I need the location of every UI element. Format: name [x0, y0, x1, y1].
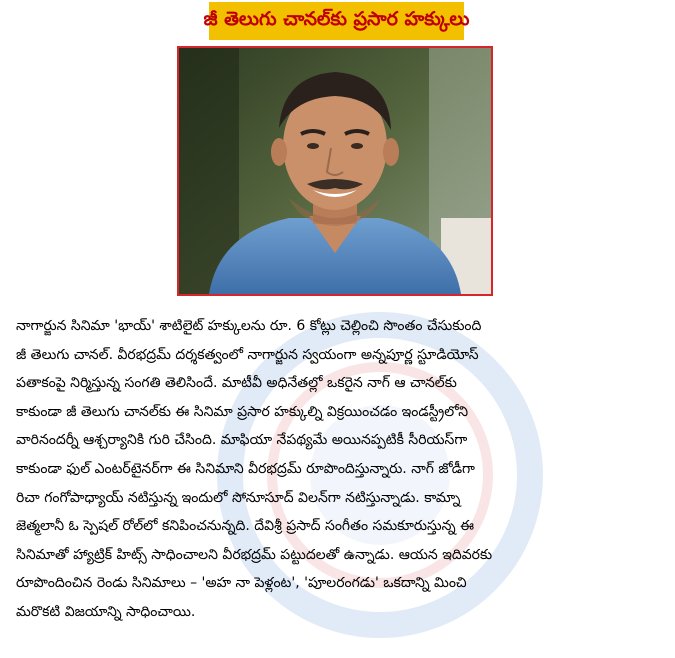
- article-line: జీ తెలుగు చానల్. వీరభద్రమ్ దర్శకత్వంలో నాగార్జున స్వయంగా అన్నపూర్ణ స్టూడియోస్: [16, 346, 479, 363]
- portrait-illustration: [179, 48, 491, 294]
- article-line: సినిమాతో హ్యాట్రిక్ హిట్స్ సాధించాలని వీరభద్రమ్ పట్టుదలతో ఉన్నాడు. ఆయన ఇదివరకు: [16, 546, 493, 563]
- article-line: జెత్మలానీ ఓ స్పెషల్ రోల్‌లో కనిపించనున్నది. దేవిశ్రీ ప్రసాద్ సంగీతం సమకూరుస్తున్న ఈ: [16, 518, 475, 535]
- article-line: కాకుండా జీ తెలుగు చానల్‌కు ఈ సినిమా ప్రసార హక్కుల్ని విక్రయించడం ఇండస్ట్రీలోని: [16, 403, 469, 420]
- article-line: మరొకటి విజయాన్ని సాధించాయి.: [16, 603, 196, 620]
- headline: జీ తెలుగు చానల్‌కు ప్రసార హక్కులు: [209, 2, 464, 40]
- article-line: పతాకంపై నిర్మిస్తున్న సంగతి తెలిసిందే. మాటీవీ అధినేతల్లో ఒకరైన నాగ్ ఆ చానల్‌కు: [16, 375, 457, 392]
- article-photo: [177, 46, 493, 296]
- article-line: రూపొందించిన రెండు సినిమాలు – 'అహ నా పెళ్లంట', 'పూలరంగడు' ఒకదాన్ని మించి: [16, 575, 467, 592]
- article-line: వారినందర్నీ ఆశ్చర్యానికి గురి చేసింది. మాఫియా నేపథ్యమే అయినప్పటికీ సీరియస్‌గా: [16, 432, 468, 449]
- article-line: కాకుండా ఫుల్ ఎంటర్‌టైనర్‌గా ఈ సినిమాని వీరభద్రమ్ రూపొందిస్తున్నారు. నాగ్ జోడీగా: [16, 460, 475, 477]
- article-body: [16, 312, 656, 627]
- article-line: నాగార్జున సినిమా 'భాయ్' శాటిలైట్ హక్కులను రూ. 6 కోట్లు చెల్లించి సొంతం చేసుకుంది: [16, 318, 482, 334]
- article-line: రిచా గంగోపాధ్యాయ్ నటిస్తున్న ఇందులో సోనూసూద్ విలన్‌గా నటిస్తున్నాడు. కామ్నా: [16, 489, 461, 506]
